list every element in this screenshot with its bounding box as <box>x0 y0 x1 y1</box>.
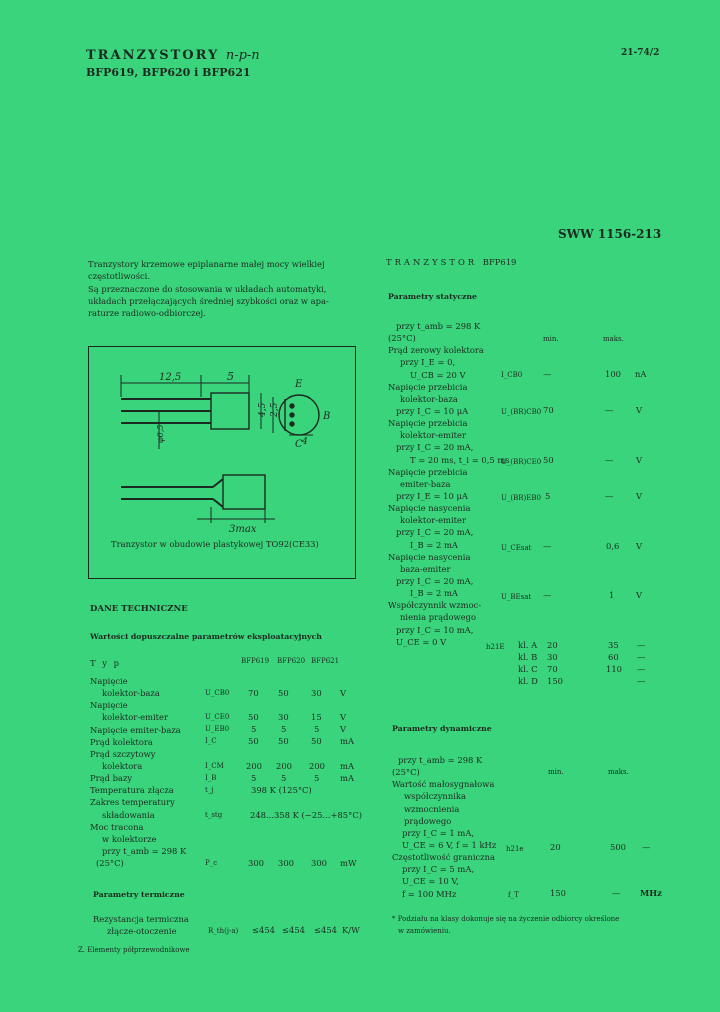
dim-25: 2,5 <box>270 402 280 417</box>
static-row: przy I_C = 10 μA <box>396 405 469 416</box>
val-ubrcb0-max: — <box>605 405 614 415</box>
val-ubrcb0-min: 70 <box>543 405 554 415</box>
class-dash: — <box>637 652 646 662</box>
dyn-row: przy I_C = 1 mA, <box>402 827 475 838</box>
unit-rth: K/W <box>342 925 360 935</box>
dyn-row: przy I_C = 5 mA, <box>402 864 475 875</box>
val-icb0-min: — <box>543 369 552 379</box>
limits-heading: Wartości dopuszczalne parametrów eksploatacyjnych <box>90 632 322 641</box>
class-max: 35 <box>608 640 619 650</box>
pin-dot <box>290 413 294 417</box>
pin-dot <box>290 404 294 408</box>
intro-line: raturze radiowo-odbiorczej. <box>88 308 206 319</box>
unit-ueb: V <box>340 724 347 734</box>
type-label: T y p <box>90 658 122 668</box>
limit-row: Napięcie <box>90 676 128 686</box>
unit-icm: mA <box>340 761 354 771</box>
static-row: przy I_E = 0, <box>400 357 456 368</box>
unit-ib: mA <box>340 773 354 783</box>
limit-row: Napięcie <box>90 700 128 711</box>
page-subtitle: BFP619, BFP620 i BFP621 <box>86 66 251 79</box>
val-icb0-max: 100 <box>605 369 621 379</box>
unit-ucb: V <box>340 688 347 698</box>
dim-5: 5 <box>227 370 234 383</box>
val-tj: 398 K (125°C) <box>251 785 312 795</box>
technical-data-heading: DANE TECHNICZNE <box>90 604 188 614</box>
limit-row: składowania <box>102 809 155 820</box>
dyn-row: współczynnika <box>404 791 466 802</box>
static-row: Współczynnik wzmoc- <box>388 600 482 611</box>
class-max: 60 <box>608 652 619 662</box>
sww-number: SWW 1156-213 <box>558 227 662 241</box>
dyn-row: prądowego <box>404 815 452 826</box>
limit-row: Prąd bazy <box>90 773 133 784</box>
unit-ubreb0: V <box>636 491 643 501</box>
sym-ft: f_T <box>508 891 519 899</box>
lead-bend <box>213 499 223 507</box>
val-h21e-unit: — <box>642 842 651 852</box>
class-note: * Podziału na klasy dokonuje się na życzenie odbiorcy określone <box>392 915 620 923</box>
val-uce-620: 30 <box>278 712 289 722</box>
dyn-row: (25°C) <box>392 767 420 778</box>
intro-line: Tranzystory krzemowe epiplanarne małej mocy wielkiej <box>88 259 325 269</box>
class-dash: — <box>637 640 646 650</box>
label-e: E <box>295 379 303 390</box>
val-rth-621: ≤454 <box>314 925 338 935</box>
sym-ubrcb0: U_(BR)CB0 <box>501 408 542 416</box>
val-ueb-621: 5 <box>314 724 320 734</box>
class-label: kl. A <box>518 640 538 650</box>
static-row: (25°C) <box>388 333 416 344</box>
thermal-heading: Parametry termiczne <box>93 890 185 899</box>
static-row: Napięcie przebicia <box>388 381 468 392</box>
static-row: emiter-baza <box>400 478 451 489</box>
static-row: Napięcie przebicia <box>388 418 468 429</box>
static-row: przy I_C = 10 mA, <box>396 624 474 635</box>
unit-icb0: nA <box>635 369 647 379</box>
static-labels <box>388 320 510 648</box>
sym-h21e-static: h21E <box>486 643 505 651</box>
sheet-code: 21-74/2 <box>621 48 660 58</box>
unit-ubrce0: V <box>636 455 643 465</box>
class-note: w zamówieniu. <box>398 927 451 935</box>
sym-rth: R_th(j-a) <box>208 927 239 935</box>
class-max: 110 <box>606 664 622 674</box>
static-row: przy I_C = 20 mA, <box>396 575 474 586</box>
limit-row: w kolektorze <box>102 833 157 844</box>
sym-ubrce0: U_(BR)CE0 <box>501 458 542 466</box>
static-row: przy I_E = 10 μA <box>396 490 468 501</box>
page-footnote: Z. Elementy półprzewodnikowe <box>78 946 190 954</box>
figure-caption: Tranzystor w obudowie plastykowej TO92(CE33) <box>111 539 319 549</box>
val-ubesat-max: 1 <box>609 590 615 600</box>
class-min: 20 <box>547 640 558 650</box>
static-row: Prąd zerowy kolektora <box>388 345 484 356</box>
dynamic-heading: Parametry dynamiczne <box>392 724 492 733</box>
class-min: 30 <box>547 652 558 662</box>
val-uce-619: 50 <box>248 712 259 722</box>
val-ic-619: 50 <box>248 736 259 746</box>
sym-icm: I_CM <box>205 762 224 770</box>
unit-pc: mW <box>340 858 357 868</box>
limit-row: (25°C) <box>96 858 124 869</box>
static-row: baza-emiter <box>400 563 451 574</box>
static-row: T = 20 ms, t_i = 0,5 ms <box>410 454 510 465</box>
val-icm-619: 200 <box>246 761 262 771</box>
sym-h21e-dyn: h21e <box>506 845 524 853</box>
sym-ueb0: U_EB0 <box>205 725 230 733</box>
val-tstg: 248...358 K (−25...+85°C) <box>250 810 363 820</box>
val-h21e-min: 20 <box>550 842 561 852</box>
dyn-row: wzmocnienia <box>404 803 460 814</box>
val-ib-621: 5 <box>314 773 320 783</box>
val-ubesat-min: — <box>543 590 552 600</box>
min-header-dyn: min. <box>548 768 564 776</box>
limits-labels <box>90 675 186 869</box>
sym-uce0: U_CE0 <box>205 713 230 721</box>
val-ic-620: 50 <box>278 736 289 746</box>
sym-icb0: I_CB0 <box>501 371 523 379</box>
limit-row: Zakres temperatury <box>90 797 175 808</box>
static-row: I_B = 2 mA <box>410 539 458 550</box>
dyn-row: Częstotliwość graniczna <box>392 852 495 863</box>
dyn-row: f = 100 MHz <box>402 888 457 899</box>
max-header-dyn: maks. <box>608 768 629 776</box>
val-ucb-619: 70 <box>248 688 259 698</box>
sym-ubesat: U_BEsat <box>501 593 532 601</box>
transistor-heading: TRANZYSTOR BFP619 <box>386 257 517 267</box>
limit-row: kolektor-baza <box>102 688 160 699</box>
unit-uce: V <box>340 712 347 722</box>
class-min: 150 <box>547 676 563 686</box>
val-ucesat-min: — <box>543 541 552 551</box>
val-ib-619: 5 <box>251 773 257 783</box>
static-row: U_CB = 20 V <box>410 369 466 380</box>
sym-ic: I_C <box>205 737 217 745</box>
val-pc-619: 300 <box>248 858 264 868</box>
col-bfp620: BFP620 <box>277 657 306 665</box>
sym-pc: P_c <box>205 859 218 867</box>
sym-ucb0: U_CB0 <box>205 689 230 697</box>
min-header-static: min. <box>543 335 559 343</box>
intro-line: Są przeznaczone do stosowania w układach automatyki, <box>88 283 327 294</box>
val-ft-min: 150 <box>550 888 566 898</box>
label-b: B <box>323 411 331 422</box>
limit-row: Moc tracona <box>90 821 144 832</box>
static-row: Napięcie przebicia <box>388 466 468 477</box>
intro-text <box>88 258 329 319</box>
static-row: kolektor-baza <box>400 393 458 404</box>
static-row: kolektor-emiter <box>400 515 466 526</box>
col-bfp621: BFP621 <box>311 657 340 665</box>
sym-tstg: t_stg <box>205 811 223 819</box>
intro-line: układach przełączających średniej szybkości oraz w apa- <box>88 295 329 306</box>
val-pc-621: 300 <box>311 858 327 868</box>
dynamic-labels <box>392 754 496 900</box>
dim-4: 4 <box>302 437 308 447</box>
class-dash: — <box>637 664 646 674</box>
unit-ft: MHz <box>640 888 662 898</box>
sym-ubreb0: U_(BR)EB0 <box>501 494 541 502</box>
lead-bend <box>213 479 223 487</box>
dyn-row: Wartość małosygnałowa <box>392 779 495 790</box>
sym-tj: t_j <box>205 786 214 794</box>
val-ib-620: 5 <box>281 773 287 783</box>
val-ucesat-max: 0,6 <box>606 541 620 551</box>
static-row: przy I_C = 20 mA, <box>396 442 474 453</box>
val-ucb-621: 30 <box>311 688 322 698</box>
static-row: Napięcie nasycenia <box>388 551 471 562</box>
val-rth-619: ≤454 <box>252 925 276 935</box>
transistor-body <box>211 393 249 429</box>
dim-45: 4,5 <box>258 402 268 417</box>
max-header-static: maks. <box>603 335 624 343</box>
val-ubrce0-max: — <box>605 455 614 465</box>
dyn-row: U_CE = 10 V, <box>402 876 459 887</box>
val-ucb-620: 50 <box>278 688 289 698</box>
col-bfp619: BFP619 <box>241 657 270 665</box>
class-label: kl. B <box>518 652 538 662</box>
title-polarity: n-p-n <box>225 48 260 63</box>
static-heading: Parametry statyczne <box>388 292 478 301</box>
dyn-row: przy t_amb = 298 K <box>398 755 483 765</box>
class-label: kl. C <box>518 664 538 674</box>
thermal-row: złącze-otoczenie <box>107 926 177 936</box>
dim-125: 12,5 <box>159 372 182 383</box>
limit-row: Prąd kolektora <box>90 736 153 747</box>
val-rth-620: ≤454 <box>282 925 306 935</box>
val-ueb-619: 5 <box>251 724 257 734</box>
val-ubreb0-max: — <box>605 491 614 501</box>
val-ic-621: 50 <box>311 736 322 746</box>
static-row: kolektor-emiter <box>400 430 466 441</box>
static-row: U_CE = 0 V <box>396 636 447 647</box>
val-ubrce0-min: 50 <box>543 455 554 465</box>
unit-ubesat: V <box>636 590 643 600</box>
limit-row: Napięcie emiter-baza <box>90 724 181 735</box>
val-icm-621: 200 <box>309 761 325 771</box>
dim-3max: 3max <box>229 524 257 535</box>
val-pc-620: 300 <box>278 858 294 868</box>
limit-row: Prąd szczytowy <box>90 748 156 759</box>
unit-ucesat: V <box>636 541 643 551</box>
val-icm-620: 200 <box>276 761 292 771</box>
val-ubreb0-min: 5 <box>545 491 551 501</box>
static-row: nienia prądowego <box>400 612 477 623</box>
dyn-row: U_CE = 6 V, f = 1 kHz <box>402 839 497 850</box>
static-row: Napięcie nasycenia <box>388 503 471 514</box>
sym-ucesat: U_CEsat <box>501 544 532 552</box>
class-dash: — <box>637 676 646 686</box>
static-row: I_B = 2 mA <box>410 588 458 599</box>
val-uce-621: 15 <box>311 712 322 722</box>
intro-line: częstotliwości. <box>88 271 151 282</box>
unit-ic: mA <box>340 736 354 746</box>
val-ueb-620: 5 <box>281 724 287 734</box>
limit-row: przy t_amb = 298 K <box>102 845 187 856</box>
package-drawing <box>88 346 356 579</box>
limit-row: Temperatura złącza <box>90 785 174 796</box>
static-row: przy t_amb = 298 K <box>396 321 481 331</box>
page-title: TRANZYSTORY n-p-n <box>86 48 260 63</box>
sym-ib: I_B <box>205 774 217 782</box>
label-c: C <box>295 439 303 450</box>
class-min: 70 <box>547 664 558 674</box>
val-h21e-max: 500 <box>610 842 626 852</box>
class-label: kl. D <box>518 676 538 686</box>
thermal-row: Rezystancja termiczna <box>93 914 189 924</box>
pin-dot <box>290 422 294 426</box>
unit-ubrcb0: V <box>636 405 643 415</box>
static-row: przy I_C = 20 mA, <box>396 527 474 538</box>
limit-row: kolektor-emiter <box>102 712 168 723</box>
limit-row: kolektora <box>102 760 143 771</box>
side-body <box>223 475 265 509</box>
val-ft-max: — <box>612 888 621 898</box>
dim-phi: φ0,5 <box>156 424 165 443</box>
